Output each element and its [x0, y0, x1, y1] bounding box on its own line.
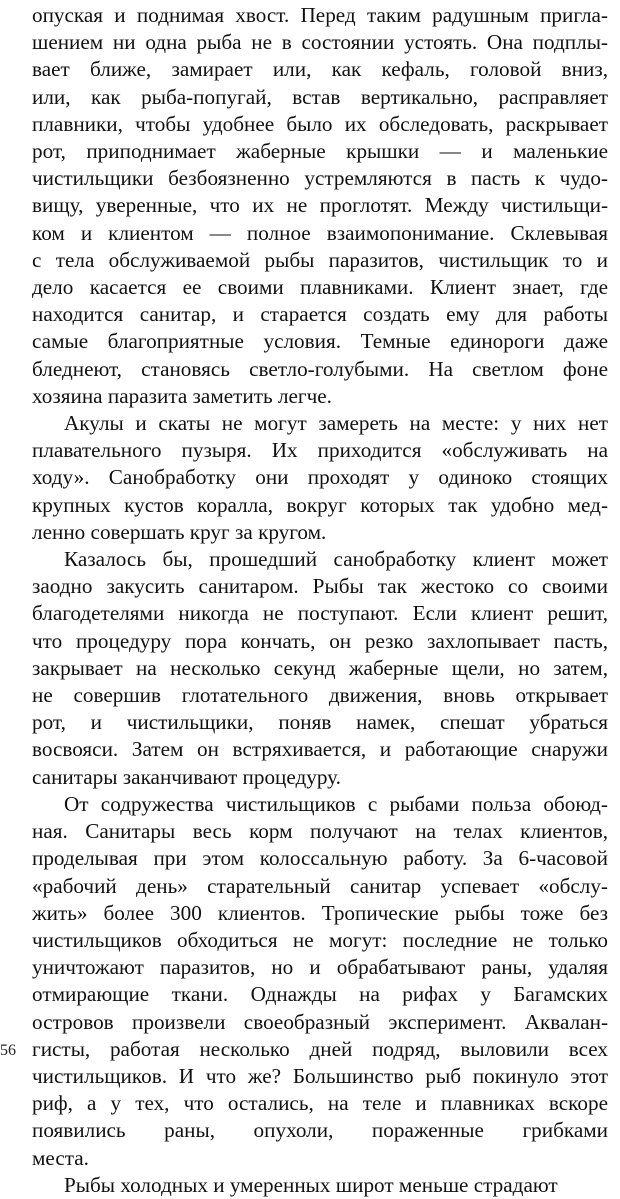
- text-line: заодно закусить санитаром. Рыбы так жестоко со своими: [32, 574, 608, 599]
- text-line: ная. Санитары весь корм получают на телах клиентов,: [32, 819, 608, 844]
- paragraph: [32, 791, 608, 1172]
- text-line: гисты, работая несколько дней подряд, выловили всех: [32, 1036, 608, 1061]
- text-line: бледнеют, становясь светло-голубыми. На светлом фоне: [32, 356, 608, 381]
- paragraph: [32, 1172, 608, 1199]
- text-line: плавательного пузыря. Их приходится «обслуживать на: [32, 438, 608, 463]
- text-line: шением ни одна рыба не в состоянии устоять. Она подплы-: [32, 30, 608, 55]
- text-line: От содружества чистильщиков с рыбами польза обоюд-: [64, 791, 608, 816]
- paragraph: [32, 410, 608, 546]
- text-line: чистильщиков. И что же? Большинство рыб покинуло этот: [32, 1063, 608, 1088]
- text-line: появились раны, опухоли, пораженные грибками: [32, 1118, 608, 1143]
- text-line: чистильщики безбоязненно устремляются в пасть к чудо-: [32, 166, 608, 191]
- text-line: не совершив глотательного движения, вновь открывает: [32, 683, 608, 708]
- text-line: риф, а у тех, что остались, на теле и плавниках вскоре: [32, 1091, 608, 1116]
- text-line: вает ближе, замирает или, как кефаль, головой вниз,: [32, 57, 608, 82]
- text-line: ленно совершать круг за кругом.: [32, 519, 327, 544]
- text-line: хозяина паразита заметить легче.: [32, 383, 332, 408]
- text-line: «рабочий день» старательный санитар успевает «обслу-: [32, 873, 608, 898]
- text-line: вищу, уверенные, что их не проглотят. Между чистильщи-: [32, 193, 608, 218]
- text-line: Казалось бы, прошедший санобработку клиент может: [64, 547, 608, 572]
- text-line: Акулы и скаты не могут замереть на месте: у них нет: [64, 411, 608, 436]
- text-line: рот, и чистильщики, поняв намек, спешат убраться: [32, 710, 608, 735]
- text-line: проделывая при этом колоссальную работу. За 6-часовой: [32, 846, 608, 871]
- text-line: или, как рыба-попугай, встав вертикально, расправляет: [32, 84, 608, 109]
- paragraph: [32, 2, 608, 410]
- text-line: Рыбы холодных и умеренных широт меньше страдают: [64, 1172, 558, 1197]
- page-text: [32, 2, 608, 1199]
- text-line: санитары заканчивают процедуру.: [32, 764, 341, 789]
- text-line: островов произвели своеобразный эксперимент. Аквалан-: [32, 1009, 608, 1034]
- text-line: благодетелями никогда не поступают. Если клиент решит,: [32, 601, 608, 626]
- text-line: рот, приподнимает жаберные крышки — и маленькие: [32, 139, 608, 164]
- text-line: отмирающие ткани. Однажды на рифах у Багамских: [32, 982, 608, 1007]
- text-line: жить» более 300 клиентов. Тропические рыбы тоже без: [32, 900, 608, 925]
- text-line: ком и клиентом — полное взаимопонимание. Склевывая: [32, 220, 608, 245]
- text-line: дело касается ее своими плавниками. Клиент знает, где: [32, 275, 608, 300]
- text-line: закрывает на несколько секунд жаберные щели, но затем,: [32, 655, 608, 680]
- text-line: восвояси. Затем он встряхивается, и работающие снаружи: [32, 737, 608, 762]
- text-line: крупных кустов коралла, вокруг которых так удобно мед-: [32, 492, 608, 517]
- text-line: чистильщиков обходиться не могут: последние не только: [32, 927, 608, 952]
- text-line: самые благоприятные условия. Темные единороги даже: [32, 329, 608, 354]
- text-line: опуская и поднимая хвост. Перед таким радушным пригла-: [32, 3, 608, 27]
- page-number: 56: [0, 1042, 16, 1059]
- text-line: находится санитар, и старается создать ему для работы: [32, 302, 608, 327]
- text-line: плавники, чтобы удобнее было их обследовать, раскрывает: [32, 111, 608, 136]
- text-line: с тела обслуживаемой рыбы паразитов, чистильщик то и: [32, 247, 608, 272]
- text-line: уничтожают паразитов, но и обрабатывают раны, удаляя: [32, 955, 608, 980]
- paragraph: [32, 546, 608, 791]
- text-line: что процедуру пора кончать, он резко захлопывает пасть,: [32, 628, 608, 653]
- text-line: места.: [32, 1145, 89, 1170]
- text-line: ходу». Санобработку они проходят у одиноко стоящих: [32, 465, 608, 490]
